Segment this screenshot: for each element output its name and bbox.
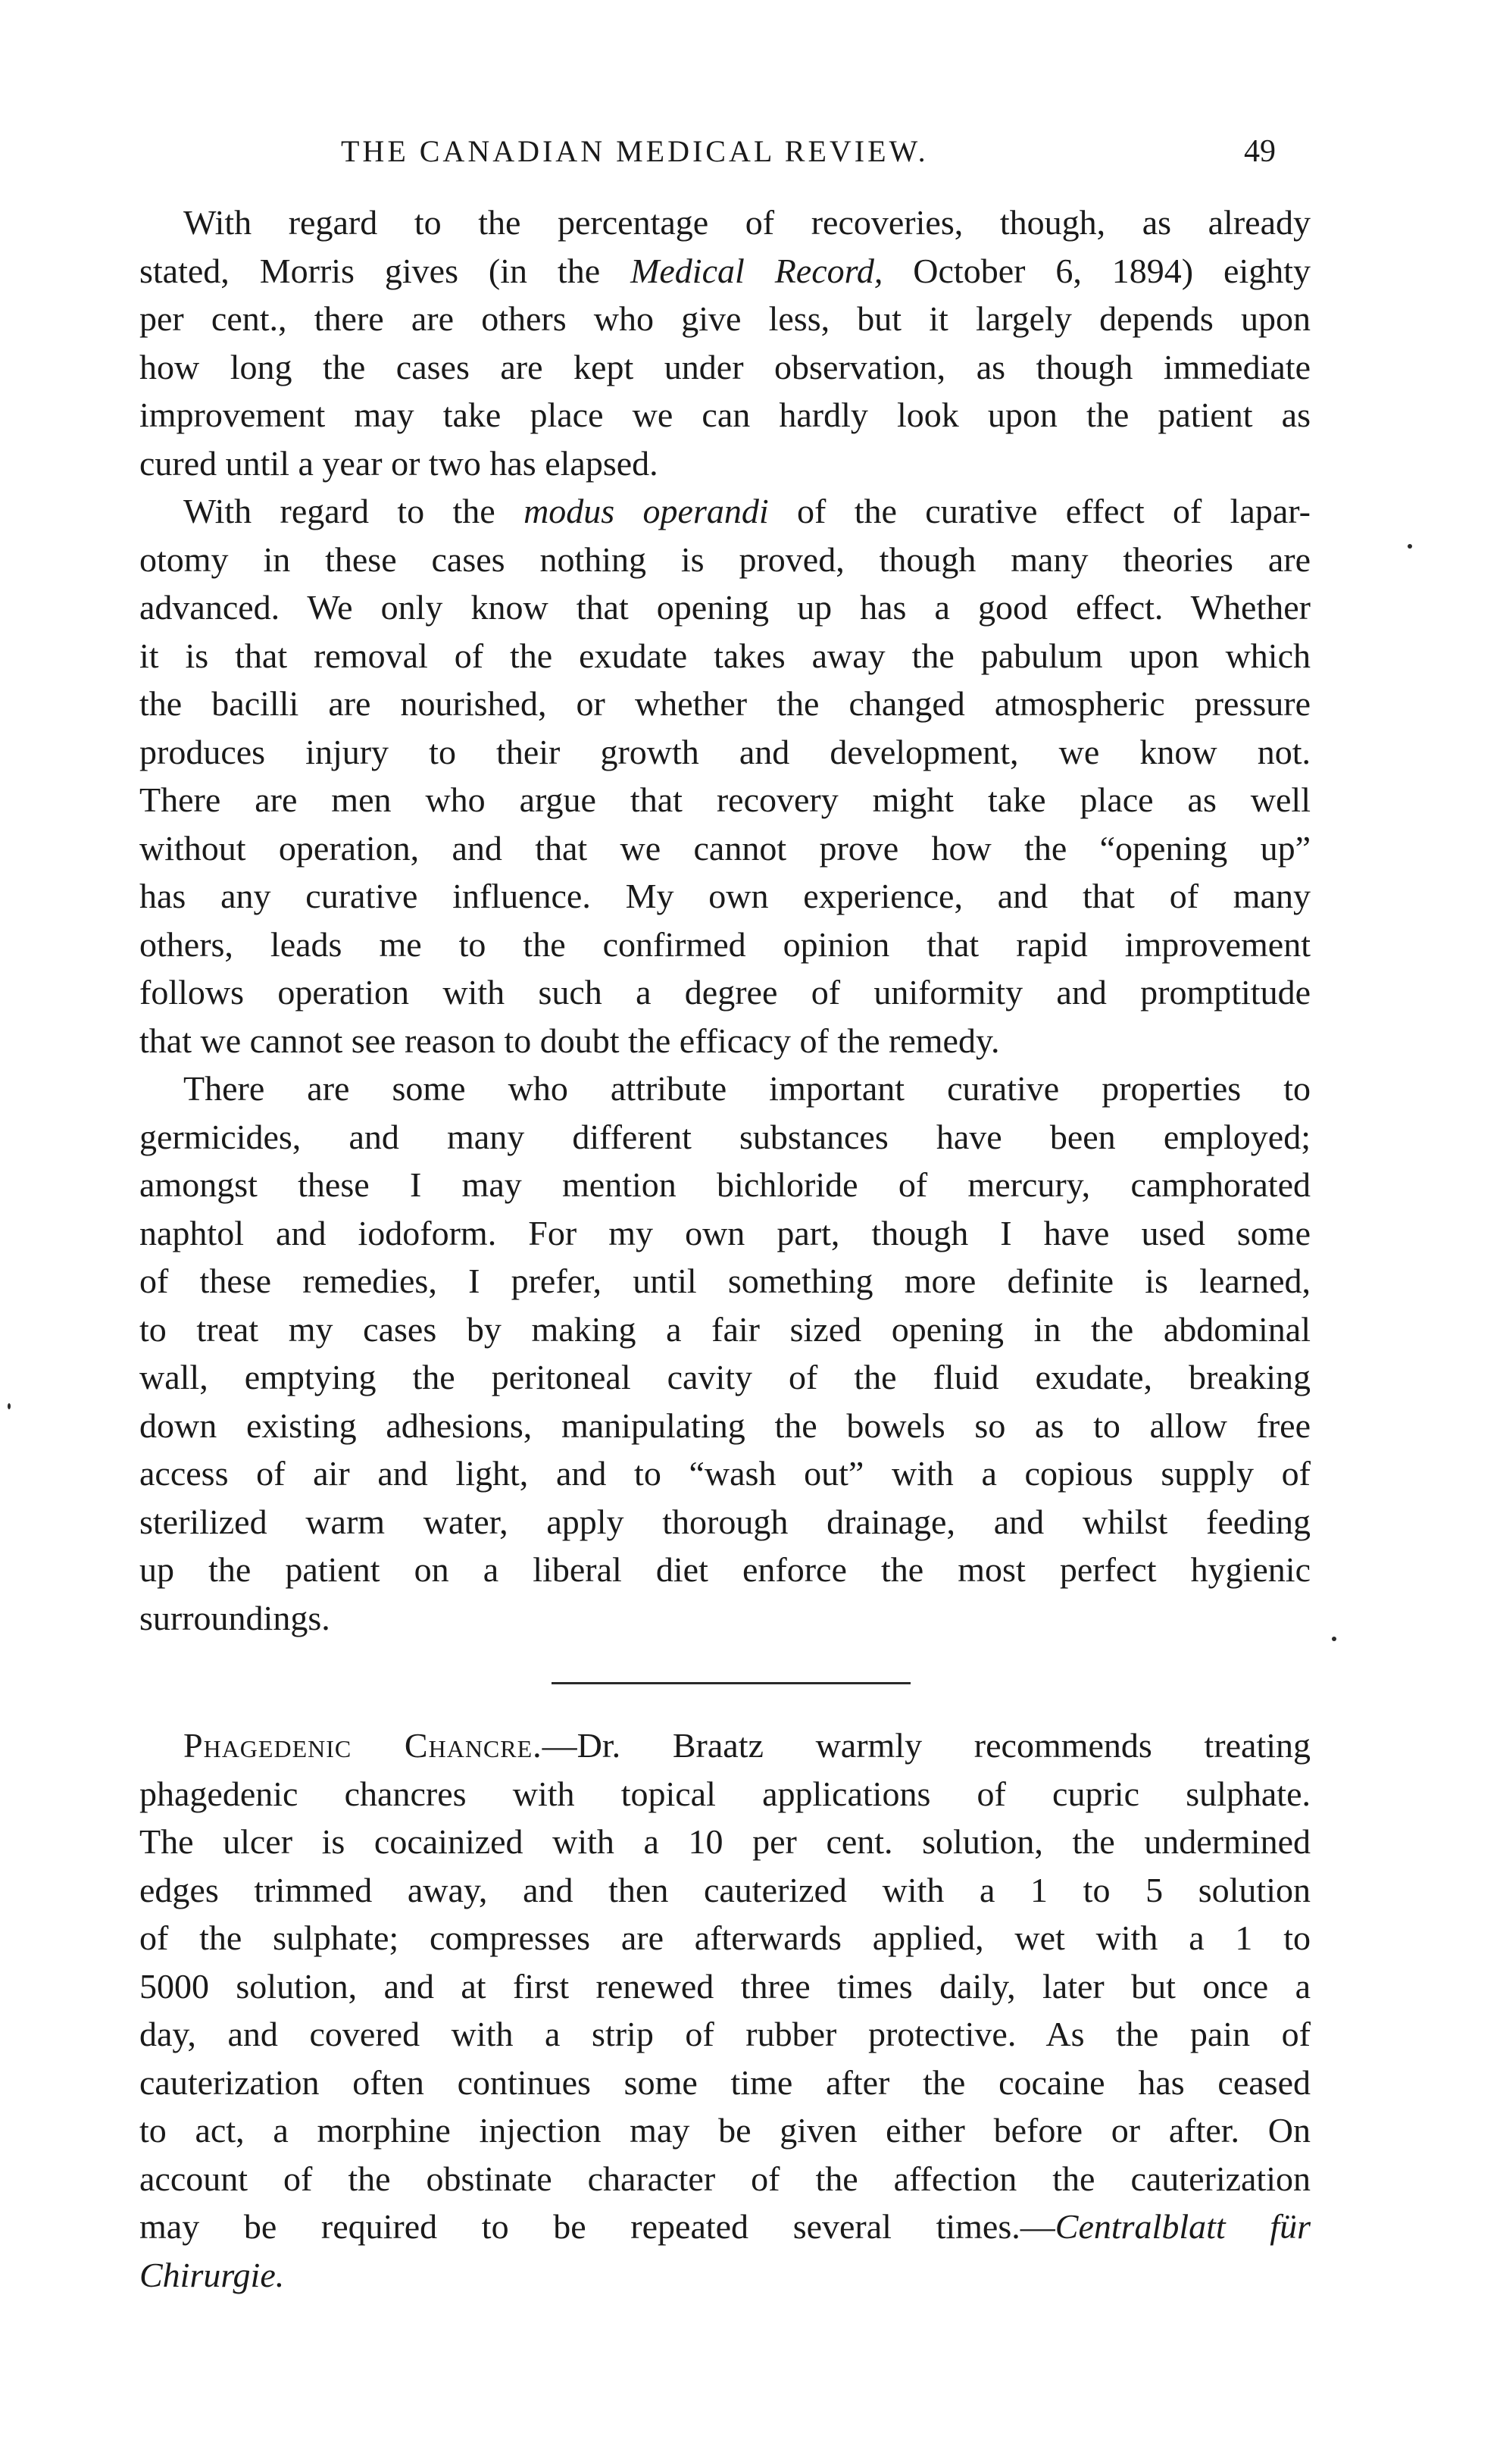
- article-heading: Phagedenic Chancre.: [183, 1726, 542, 1765]
- article-phagedenic-chancre: [139, 1721, 1311, 2299]
- text-line: per cent., there are others who give less, but it largely depends upon: [139, 299, 1311, 338]
- text-line: surroundings.: [139, 1598, 330, 1637]
- paragraph-1: [139, 199, 1311, 487]
- running-head: THE CANADIAN MEDICAL REVIEW.: [341, 134, 929, 168]
- source-citation-continued: Chirurgie.: [139, 2255, 285, 2294]
- text-line: 5000 solution, and at first renewed three times daily, later but once a: [139, 1966, 1311, 2006]
- text-line: to act, a morphine injection may be given either before or after. On: [139, 2111, 1311, 2150]
- source-citation: Centralblatt für: [1055, 2207, 1311, 2246]
- text-line: There are some who attribute important curative properties to: [183, 1069, 1311, 1108]
- text-line: others, leads me to the confirmed opinion that rapid improvement: [139, 924, 1311, 964]
- paragraph-3: [139, 1065, 1311, 1642]
- text-line: up the patient on a liberal diet enforce the most perfect hygienic: [139, 1550, 1311, 1589]
- text-line: There are men who argue that recovery might take place as well: [139, 780, 1311, 819]
- text-line: it is that removal of the exudate takes away the pabulum upon which: [139, 636, 1311, 675]
- text-line: cauterization often continues some time after the cocaine has ceased: [139, 2062, 1311, 2102]
- text-line: to treat my cases by making a fair sized opening in the abdominal: [139, 1309, 1311, 1349]
- text-line: amongst these I may mention bichloride of mercury, camphorated: [139, 1165, 1311, 1204]
- text-line: that we cannot see reason to doubt the efficacy of the remedy.: [139, 1021, 1000, 1060]
- text-span: of the curative effect of lapar-: [768, 492, 1311, 530]
- text-span: October 6, 1894) eighty: [883, 251, 1311, 290]
- text-line: of the sulphate; compresses are afterwards applied, wet with a 1 to: [139, 1918, 1311, 1957]
- journal-title: Medical Record,: [630, 251, 883, 290]
- text-line: phagedenic chancres with topical applications of cupric sulphate.: [139, 1774, 1311, 1813]
- text-line: of these remedies, I prefer, until something more definite is learned,: [139, 1262, 1311, 1300]
- latin-phrase: modus operandi: [523, 492, 769, 530]
- text-line: sterilized warm water, apply thorough drainage, and whilst feeding: [139, 1502, 1311, 1541]
- scan-speck: [1408, 544, 1412, 549]
- text-line: cured until a year or two has elapsed.: [139, 443, 658, 483]
- text-line: produces injury to their growth and development, we know not.: [139, 732, 1311, 771]
- text-line: germicides, and many different substances have been employed;: [139, 1117, 1311, 1156]
- text-span: —Dr. Braatz warmly recommends treating: [542, 1726, 1311, 1765]
- article-body: [139, 199, 1311, 1642]
- scan-speck: [1332, 1637, 1336, 1641]
- text-line: The ulcer is cocainized with a 10 per cent. solution, the undermined: [139, 1822, 1311, 1861]
- text-line: the bacilli are nourished, or whether the changed atmospheric pressure: [139, 684, 1311, 723]
- text-line: how long the cases are kept under observation, as though immediate: [139, 347, 1311, 386]
- text-line: otomy in these cases nothing is proved, though many theories are: [139, 539, 1311, 579]
- text-line: edges trimmed away, and then cauterized with a 1 to 5 solution: [139, 1870, 1311, 1909]
- page-number: 49: [1244, 134, 1276, 169]
- text-span: stated, Morris gives (in the: [139, 251, 631, 290]
- scan-speck: [8, 1403, 11, 1409]
- text-line: has any curative influence. My own experience, and that of many: [139, 877, 1311, 915]
- text-line: [139, 1721, 1311, 1770]
- text-line: down existing adhesions, manipulating the bowels so as to allow free: [139, 1406, 1311, 1445]
- text-line: improvement may take place we can hardly look upon the patient as: [139, 396, 1311, 434]
- text-line: access of air and light, and to “wash out” with a copious supply of: [139, 1454, 1311, 1493]
- section-divider: [552, 1682, 911, 1684]
- text-line: follows operation with such a degree of uniformity and promptitude: [139, 973, 1311, 1012]
- text-line: naphtol and iodoform. For my own part, though I have used some: [139, 1213, 1311, 1252]
- text-line: without operation, and that we cannot prove how the “opening up”: [139, 828, 1311, 868]
- text-line: wall, emptying the peritoneal cavity of the fluid exudate, breaking: [139, 1358, 1311, 1396]
- text-span: may be required to be repeated several times.—: [139, 2207, 1055, 2246]
- text-line: advanced. We only know that opening up has a good effect. Whether: [139, 588, 1311, 627]
- paragraph-2: [139, 487, 1311, 1065]
- text-line: With regard to the percentage of recoveries, though, as already: [183, 203, 1311, 242]
- text-span: With regard to the: [183, 492, 524, 530]
- text-line: [139, 247, 1311, 295]
- text-line: [139, 487, 1311, 536]
- text-line: account of the obstinate character of the affection the cauterization: [139, 2159, 1311, 2198]
- text-line: day, and covered with a strip of rubber protective. As the pain of: [139, 2015, 1311, 2053]
- text-line: [139, 2203, 1311, 2251]
